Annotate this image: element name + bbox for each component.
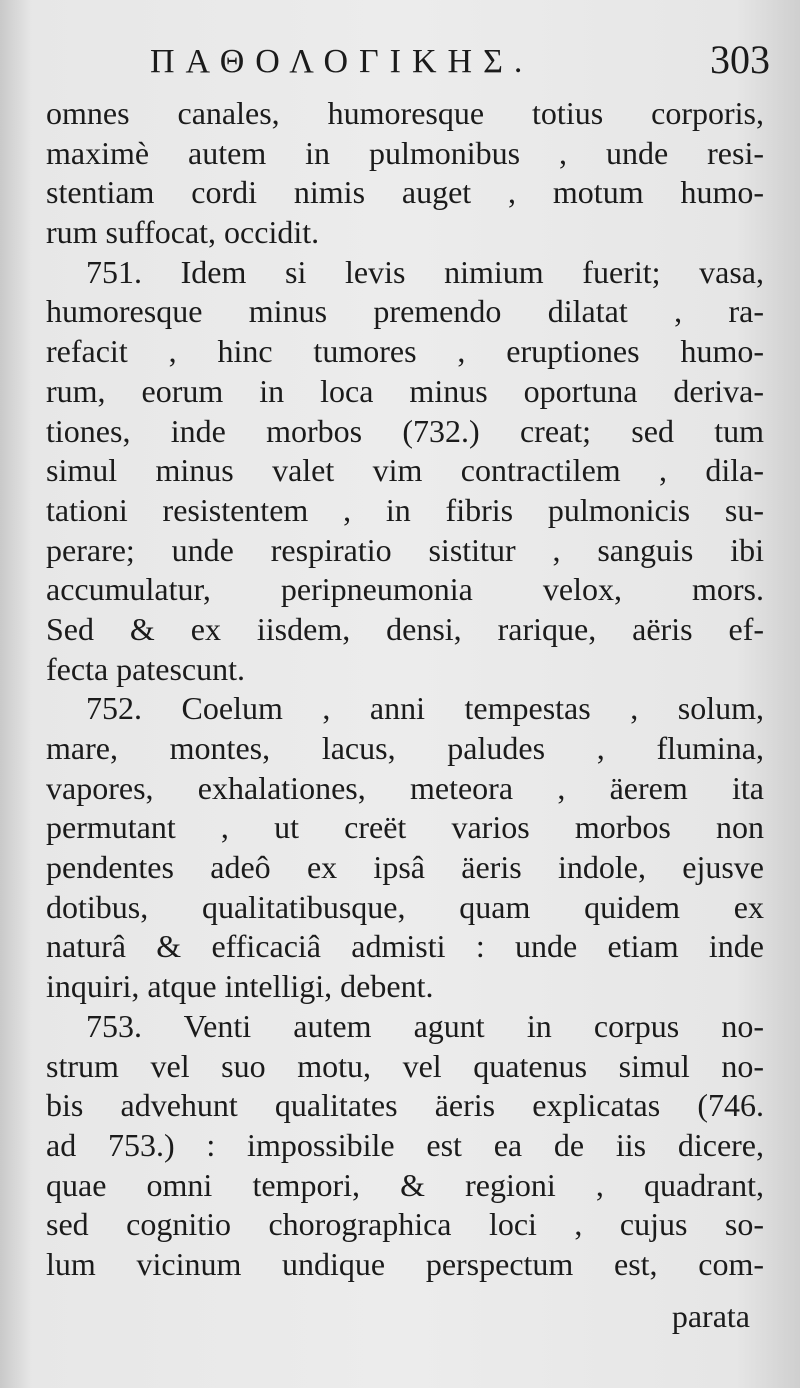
text-line: pendentes adeô ex ipsâ äeris indole, ejusve [46,849,764,886]
text-line: naturâ & efficaciâ admisti : unde etiam inde [46,928,764,965]
text-line: rum, eorum in loca minus oportuna deriva- [46,372,764,409]
text-line: permutant , ut creët varios morbos non [46,809,764,846]
text-line: ad 753.) : impossibile est ea de iis dicere, [46,1126,764,1163]
text-line: dotibus, qualitatibusque, quam quidem ex [46,888,764,925]
text-line: Sed & ex iisdem, densi, rarique, aëris ef- [46,610,764,647]
text-line: vapores, exhalationes, meteora , äerem ita [46,769,764,806]
text-line: bis advehunt qualitates äeris explicatas (746. [46,1087,764,1124]
text-line: inquiri, atque intelligi, debent. [46,968,434,1005]
text-line: humoresque minus premendo dilatat , ra- [46,293,764,330]
text-line: fecta patescunt. [46,650,245,687]
text-line: sed cognitio chorographica loci , cujus so- [46,1206,764,1243]
text-line: tationi resistentem , in fibris pulmonicis su- [46,491,764,528]
text-line: omnes canales, humoresque totius corporis, [46,95,764,131]
catchword: parata [671,1298,750,1334]
paragraph-753-start: 753. Venti autem agunt in corpus no- [86,1007,764,1044]
page-header [150,34,770,94]
text-line: lum vicinum undique perspectum est, com- [46,1245,764,1282]
text-line: strum vel suo motu, vel quatenus simul no- [46,1047,764,1084]
paragraph-752-start: 752. Coelum , anni tempestas , solum, [86,690,764,727]
text-line: refacit , hinc tumores , eruptiones humo- [46,333,764,370]
text-line: rum suffocat, occidit. [46,214,320,251]
text-line: quae omni tempori, & regioni , quadrant, [46,1166,764,1203]
text-line: perare; unde respiratio sistitur , sanguis ibi [46,531,764,568]
paragraph-751-start: 751. Idem si levis nimium fuerit; vasa, [86,253,764,290]
page-number: 303 [710,37,770,82]
text-line: accumulatur, peripneumonia velox, mors. [46,571,764,608]
text-line: tiones, inde morbos (732.) creat; sed tum [46,412,764,449]
running-title: ΠΑΘΟΛΟΓΙΚΗΣ. [150,43,534,80]
text-line: maximè autem in pulmonibus , unde resi- [46,134,764,171]
text-line: mare, montes, lacus, paludes , flumina, [46,730,764,766]
text-line: stentiam cordi nimis auget , motum humo- [46,174,764,211]
body-text [46,94,764,1285]
text-line: simul minus valet vim contractilem , dila- [46,452,764,489]
